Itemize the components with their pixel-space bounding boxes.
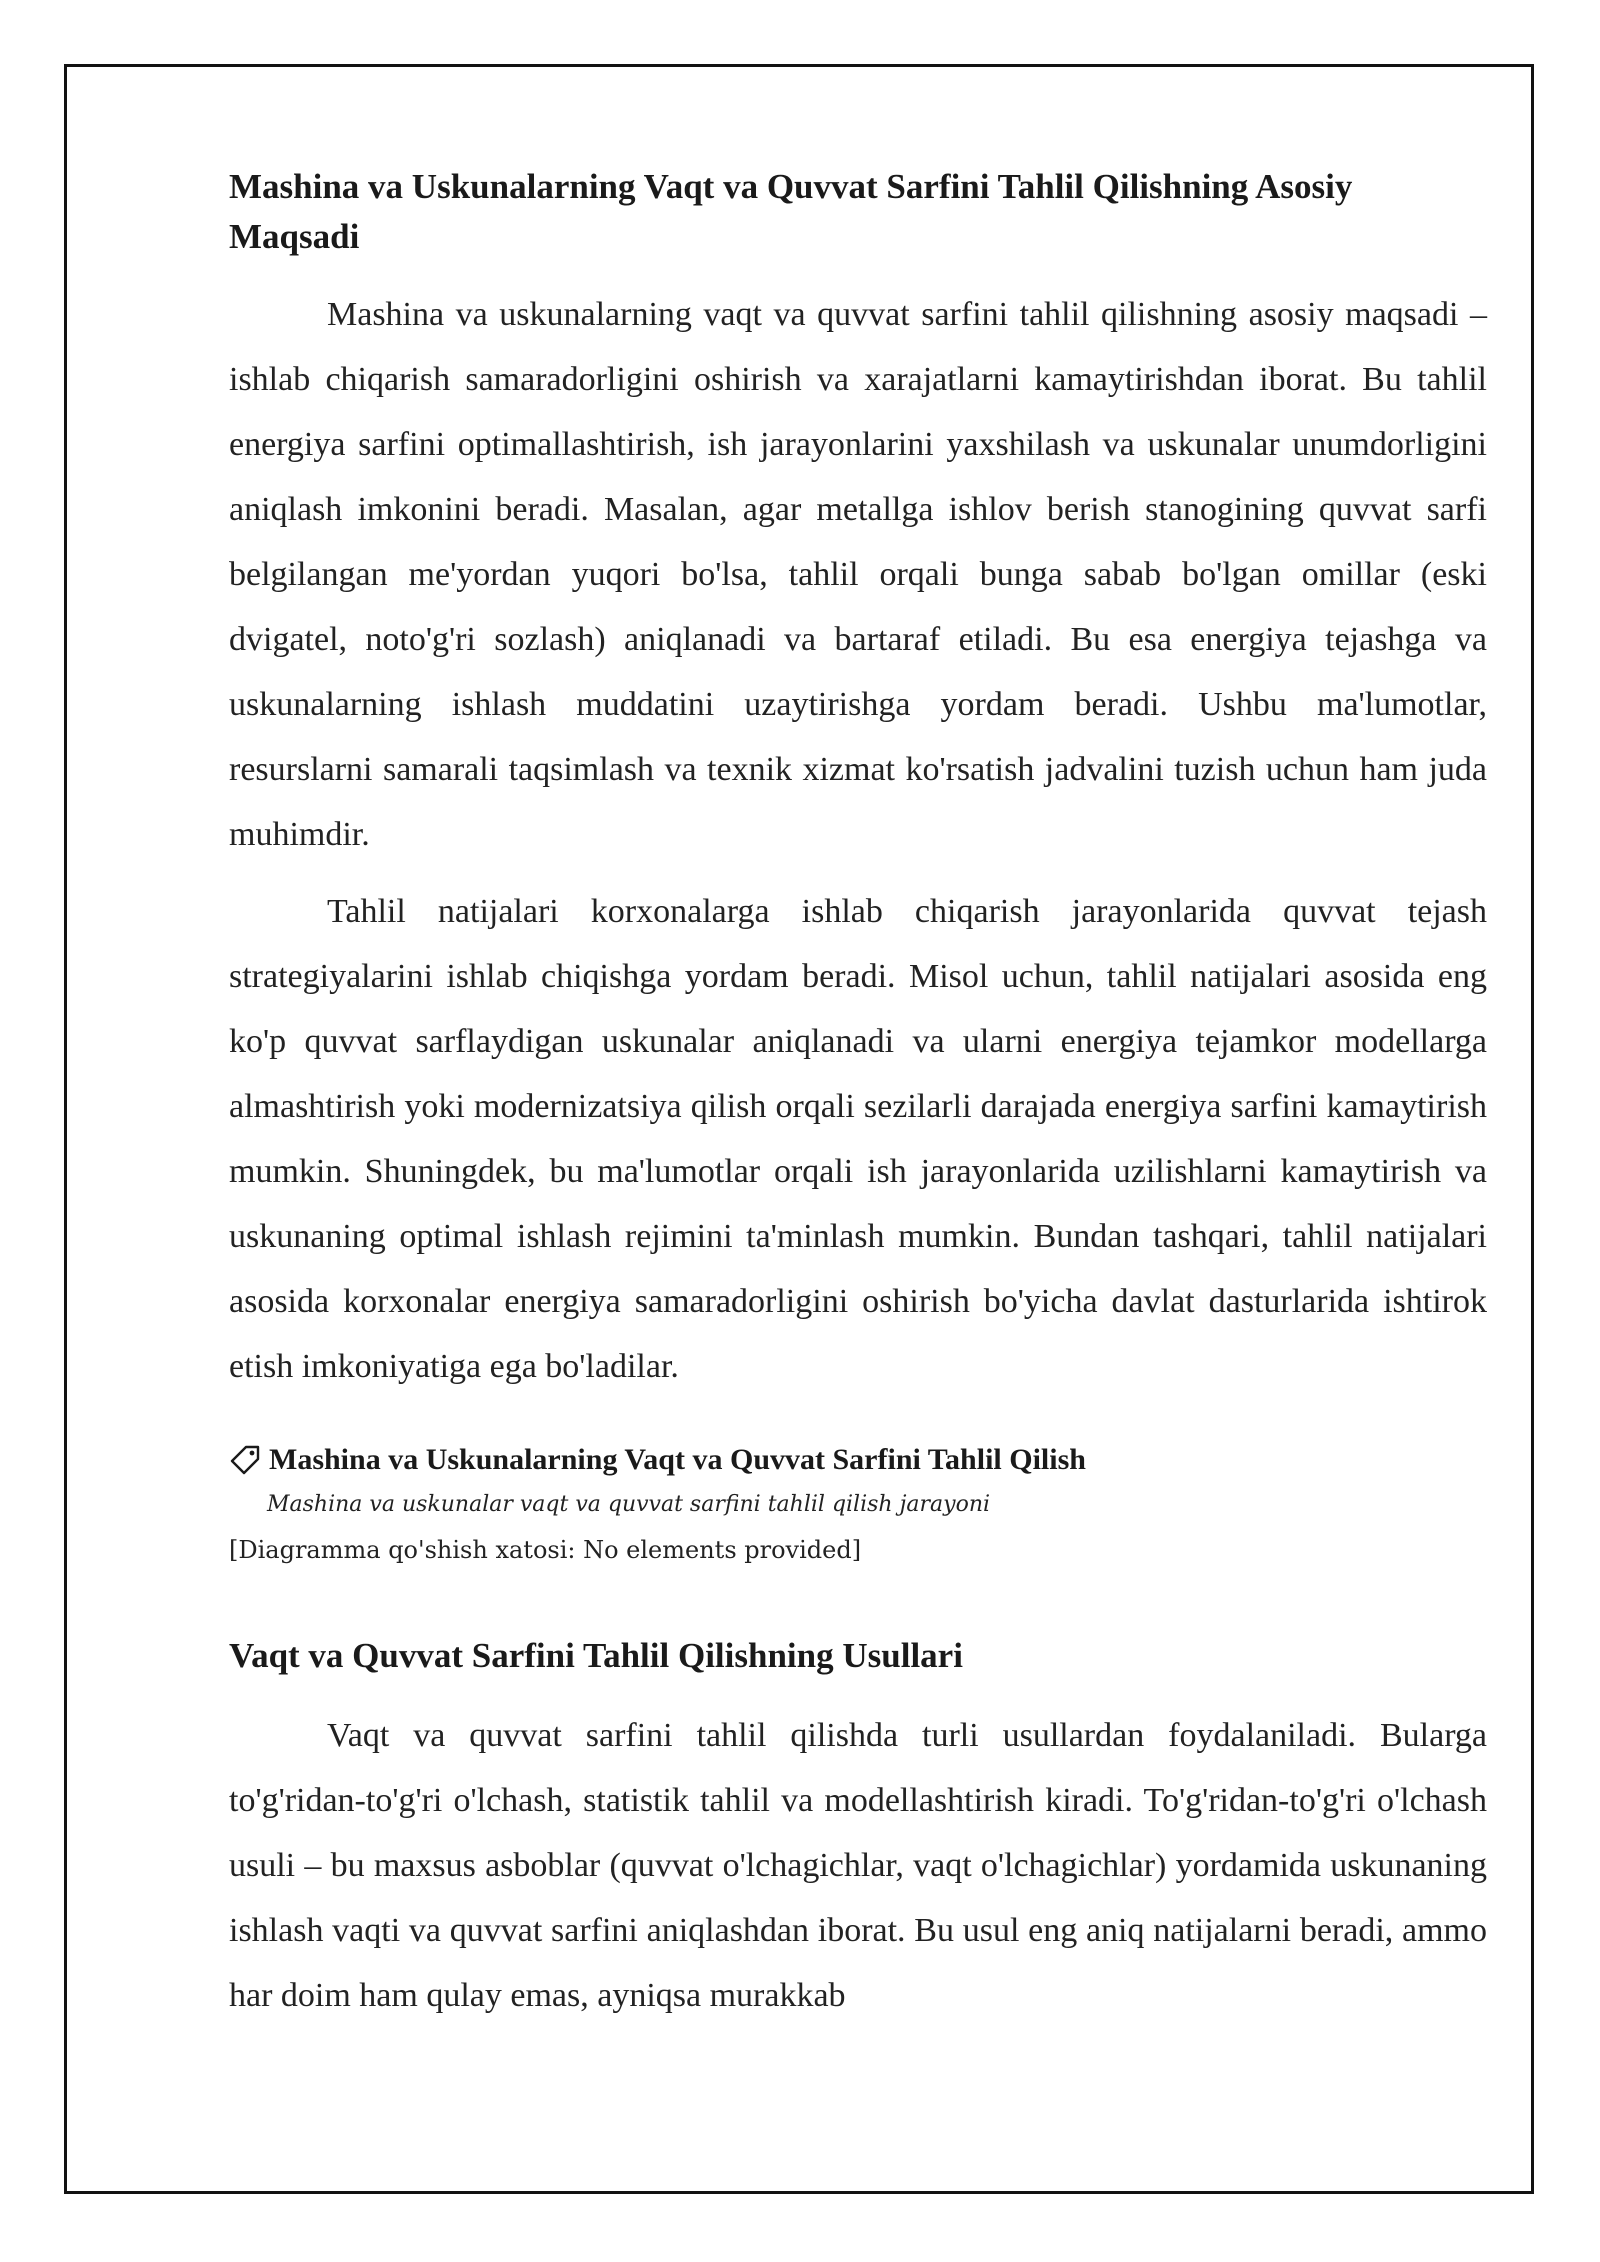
section-heading-main-goal: Mashina va Uskunalarning Vaqt va Quvvat Sarfini Tahlil Qilishning Asosiy Maqsadi: [229, 167, 1353, 256]
diagram-placeholder: [229, 1435, 1487, 1575]
paragraph-analysis-results: Tahlil natijalari korxonalarga ishlab chiqarish jarayonlarida quvvat tejash strategiyalarini ishlab chiqishga yordam beradi. Misol uchun, tahlil natijalari asosida eng ko'p quvvat sarflaydigan uskunalar aniqlanadi va ularni energiya tejamkor modellarga almashtirish yoki modernizatsiya qilish orqali sezilarli darajada energiya sarfini kamaytirish mumkin. Shuningdek, bu ma'lumotlar orqali ish jarayonlarida uzilishlarni kamaytirish va uskunaning optimal ishlash rejimini ta'minlash mumkin. Bundan tashqari, tahlil natijalari asosida korxonalar energiya samaradorligini oshirish bo'yicha davlat dasturlarida ishtirok etish imkoniyatiga ega bo'ladilar.: [229, 893, 1487, 1385]
diagram-title: Mashina va Uskunalarning Vaqt va Quvvat Sarfini Tahlil Qilish: [269, 1443, 1086, 1476]
section-heading-methods: Vaqt va Quvvat Sarfini Tahlil Qilishning Usullari: [229, 1636, 963, 1675]
diagram-error-message: [Diagramma qo'shish xatosi: No elements provided]: [229, 1536, 862, 1564]
paragraph-analysis-goal: Mashina va uskunalarning vaqt va quvvat sarfini tahlil qilishning asosiy maqsadi – ishlab chiqarish samaradorligini oshirish va xarajatlarni kamaytirishdan iborat. Bu tahlil energiya sarfini optimallashtirish, ish jarayonlarini yaxshilash va uskunalar unumdorligini aniqlash imkonini beradi. Masalan, agar metallga ishlov berish stanogining quvvat sarfi belgilangan me'yordan yuqori bo'lsa, tahlil orqali bunga sabab bo'lgan omillar (eski dvigatel, noto'g'ri sozlash) aniqlanadi va bartaraf etiladi. Bu esa energiya tejashga va uskunalarning ishlash muddatini uzaytirishga yordam beradi. Ushbu ma'lumotlar, resurslarni samarali taqsimlash va texnik xizmat ko'rsatish jadvalini tuzish uchun ham juda muhimdir.: [229, 296, 1487, 853]
document-content: [229, 162, 1487, 2028]
tag-icon: [229, 1444, 261, 1476]
diagram-title-row: [229, 1435, 1487, 1485]
paragraph-methods: Vaqt va quvvat sarfini tahlil qilishda turli usullardan foydalaniladi. Bularga to'g'ridan-to'g'ri o'lchash, statistik tahlil va modellashtirish kiradi. To'g'ridan-to'g'ri o'lchash usuli – bu maxsus asboblar (quvvat o'lchagichlar, vaqt o'lchagichlar) yordamida uskunaning ishlash vaqti va quvvat sarfini aniqlashdan iborat. Bu usul eng aniq natijalarni beradi, ammo har doim ham qulay emas, ayniqsa murakkab: [229, 1717, 1487, 2014]
diagram-caption: Mashina va uskunalar vaqt va quvvat sarfini tahlil qilish jarayoni: [267, 1492, 991, 1517]
